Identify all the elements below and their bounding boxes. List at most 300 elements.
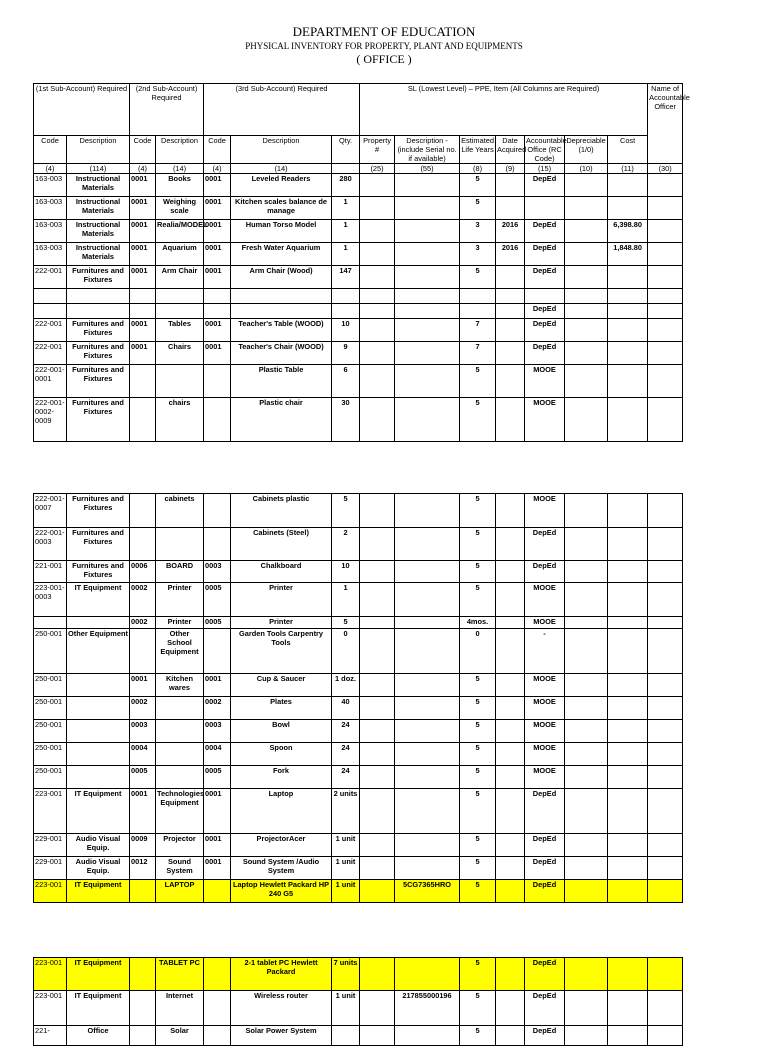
cell-description-1: Office — [67, 1026, 130, 1046]
cell-serial-description — [395, 319, 460, 342]
cell-description-3: Solar Power System — [231, 1026, 332, 1046]
cell-description-2: LAPTOP — [156, 880, 204, 903]
cell-accountable-office: DepEd — [525, 857, 565, 880]
cell-qty — [332, 304, 360, 319]
cell-code-3 — [204, 528, 231, 561]
cell-date-acquired — [496, 857, 525, 880]
cell-qty: 280 — [332, 174, 360, 197]
cell-accountable-office: DepEd — [525, 561, 565, 583]
inventory-table-1 — [33, 83, 690, 442]
cell-depreciable — [565, 304, 608, 319]
col-number-life-years: (8) — [460, 164, 496, 174]
cell-officer — [648, 617, 683, 629]
cell-code-2: 0001 — [130, 174, 156, 197]
cell-cost — [608, 617, 648, 629]
cell-property-no — [360, 789, 395, 834]
cell-life-years: 5 — [460, 174, 496, 197]
cell-property-no — [360, 880, 395, 903]
cell-depreciable — [565, 880, 608, 903]
cell-code-3: 0001 — [204, 319, 231, 342]
cell-date-acquired — [496, 789, 525, 834]
cell-code-2 — [130, 365, 156, 398]
cell-cost: 6,398.80 — [608, 220, 648, 243]
cell-code-2 — [130, 1026, 156, 1046]
col-header-accountable-office: Accountable Office (RC Code) — [526, 136, 567, 164]
cell-qty: 24 — [332, 720, 360, 743]
cell-description-2 — [156, 697, 204, 720]
cell-description-2 — [156, 289, 204, 304]
cell-code-3: 0001 — [204, 243, 231, 266]
cell-depreciable — [565, 991, 608, 1026]
cell-qty — [332, 289, 360, 304]
cell-code-1: 222-001 — [34, 266, 67, 289]
col-number-cost: (11) — [608, 164, 648, 174]
cell-officer — [648, 365, 683, 398]
col-number-officer: (30) — [648, 164, 683, 174]
cell-code-1: 250-001 — [34, 697, 67, 720]
table-row — [34, 561, 683, 583]
cell-life-years: 5 — [460, 266, 496, 289]
cell-description-1: Audio Visual Equip. — [67, 834, 130, 857]
cell-life-years: 5 — [460, 789, 496, 834]
cell-description-3: Garden Tools Carpentry Tools — [231, 629, 332, 674]
cell-cost — [608, 880, 648, 903]
cell-description-2 — [156, 743, 204, 766]
cell-accountable-office: MOOE — [525, 617, 565, 629]
cell-depreciable — [565, 494, 608, 528]
cell-description-1 — [67, 304, 130, 319]
cell-life-years: 5 — [460, 743, 496, 766]
cell-property-no — [360, 991, 395, 1026]
cell-description-1: Other Equipment — [67, 629, 130, 674]
table-row — [34, 304, 683, 319]
cell-code-2 — [130, 398, 156, 442]
cell-date-acquired — [496, 365, 525, 398]
cell-code-1: 163-003 — [34, 197, 67, 220]
cell-accountable-office: DepEd — [525, 528, 565, 561]
cell-description-2 — [156, 365, 204, 398]
cell-code-2: 0009 — [130, 834, 156, 857]
table-row — [34, 220, 683, 243]
cell-qty: 2 units — [332, 789, 360, 834]
cell-description-2: Realia/MODEL — [156, 220, 204, 243]
cell-code-3: 0001 — [204, 857, 231, 880]
inventory-subtitle: PHYSICAL INVENTORY FOR PROPERTY, PLANT AND EQUIPMENTS — [245, 41, 523, 51]
cell-description-3: Laptop Hewlett Packard HP 240 G5 — [231, 880, 332, 903]
cell-property-no — [360, 1026, 395, 1046]
cell-code-3: 0005 — [204, 617, 231, 629]
cell-serial-description — [395, 720, 460, 743]
cell-description-1 — [67, 743, 130, 766]
cell-serial-description — [395, 958, 460, 991]
cell-serial-description — [395, 220, 460, 243]
cell-accountable-office: DepEd — [525, 243, 565, 266]
cell-serial-description — [395, 743, 460, 766]
cell-officer — [648, 583, 683, 617]
cell-depreciable — [565, 561, 608, 583]
cell-code-3: 0001 — [204, 674, 231, 697]
cell-code-3: 0001 — [204, 174, 231, 197]
cell-code-1: 250-001 — [34, 629, 67, 674]
cell-accountable-office: DepEd — [525, 991, 565, 1026]
column-number-row — [34, 164, 683, 174]
cell-description-2: Internet — [156, 991, 204, 1026]
cell-serial-description — [395, 629, 460, 674]
cell-code-2 — [130, 958, 156, 991]
cell-date-acquired — [496, 289, 525, 304]
cell-code-3: 0005 — [204, 766, 231, 789]
cell-description-3: Leveled Readers — [231, 174, 332, 197]
table-row — [34, 789, 683, 834]
cell-officer — [648, 834, 683, 857]
cell-accountable-office: DepEd — [525, 834, 565, 857]
cell-depreciable — [565, 766, 608, 789]
cell-code-1: 221-001 — [34, 561, 67, 583]
cell-cost — [608, 674, 648, 697]
cell-depreciable — [565, 342, 608, 365]
cell-property-no — [360, 494, 395, 528]
cell-description-3: Plastic chair — [231, 398, 332, 442]
cell-officer — [648, 266, 683, 289]
cell-life-years: 7 — [460, 319, 496, 342]
cell-code-2: 0001 — [130, 319, 156, 342]
table-row — [34, 528, 683, 561]
cell-life-years: 5 — [460, 991, 496, 1026]
cell-officer — [648, 319, 683, 342]
sub-account-3-header: (3rd Sub-Account) Required — [204, 84, 360, 136]
cell-description-3: Teacher's Chair (WOOD) — [231, 342, 332, 365]
cell-description-2: cabinets — [156, 494, 204, 528]
cell-depreciable — [565, 266, 608, 289]
cell-serial-description — [395, 174, 460, 197]
cell-property-no — [360, 289, 395, 304]
cell-depreciable — [565, 674, 608, 697]
cell-code-2 — [130, 880, 156, 903]
cell-date-acquired — [496, 561, 525, 583]
cell-description-2: Tables — [156, 319, 204, 342]
cell-description-1: IT Equipment — [67, 789, 130, 834]
cell-officer — [648, 958, 683, 991]
cell-officer — [648, 991, 683, 1026]
cell-serial-description — [395, 617, 460, 629]
cell-life-years: 5 — [460, 857, 496, 880]
cell-officer — [648, 697, 683, 720]
cell-code-1: 229-001 — [34, 834, 67, 857]
cell-life-years: 3 — [460, 243, 496, 266]
cell-description-2 — [156, 528, 204, 561]
cell-serial-description — [395, 857, 460, 880]
cell-property-no — [360, 857, 395, 880]
cell-description-1: IT Equipment — [67, 958, 130, 991]
cell-property-no — [360, 766, 395, 789]
cell-serial-description — [395, 583, 460, 617]
cell-officer — [648, 857, 683, 880]
cell-description-1: Furnitures and Fixtures — [67, 342, 130, 365]
cell-code-2: 0012 — [130, 857, 156, 880]
cell-description-1 — [67, 766, 130, 789]
cell-officer — [648, 1026, 683, 1046]
cell-description-1 — [67, 697, 130, 720]
cell-code-3 — [204, 1026, 231, 1046]
cell-cost — [608, 583, 648, 617]
cell-code-3 — [204, 365, 231, 398]
cell-date-acquired — [496, 617, 525, 629]
cell-serial-description — [395, 697, 460, 720]
table-row — [34, 583, 683, 617]
cell-description-2: chairs — [156, 398, 204, 442]
cell-qty: 1 unit — [332, 880, 360, 903]
col-header-code-1: Code — [34, 136, 67, 164]
cell-depreciable — [565, 834, 608, 857]
cell-description-2: Chairs — [156, 342, 204, 365]
col-number-accountable-office: (15) — [525, 164, 565, 174]
cell-cost — [608, 629, 648, 674]
cell-accountable-office: MOOE — [525, 398, 565, 442]
table-row — [34, 857, 683, 880]
cell-qty: 147 — [332, 266, 360, 289]
cell-cost — [608, 720, 648, 743]
cell-description-2: Sound System — [156, 857, 204, 880]
cell-property-no — [360, 174, 395, 197]
cell-accountable-office: MOOE — [525, 494, 565, 528]
cell-date-acquired — [496, 398, 525, 442]
cell-date-acquired — [496, 697, 525, 720]
col-header-serial-description: Description -(include Serial no. if available) — [395, 136, 460, 164]
cell-code-1 — [34, 289, 67, 304]
accountable-officer-header: Name of Accountable Officer — [648, 84, 683, 164]
cell-accountable-office: MOOE — [525, 365, 565, 398]
cell-life-years: 5 — [460, 958, 496, 991]
cell-property-no — [360, 629, 395, 674]
cell-date-acquired — [496, 1026, 525, 1046]
cell-depreciable — [565, 174, 608, 197]
inventory-table-2 — [33, 493, 683, 903]
cell-qty — [332, 1026, 360, 1046]
cell-code-3 — [204, 494, 231, 528]
cell-officer — [648, 304, 683, 319]
cell-qty: 1 — [332, 197, 360, 220]
cell-description-3: Teacher's Table (WOOD) — [231, 319, 332, 342]
cell-code-3: 0005 — [204, 583, 231, 617]
table-row — [34, 880, 683, 903]
cell-serial-description: 5CG7365HRO — [395, 880, 460, 903]
cell-date-acquired — [496, 174, 525, 197]
cell-code-2: 0001 — [130, 197, 156, 220]
cell-qty: 24 — [332, 743, 360, 766]
cell-officer — [648, 766, 683, 789]
cell-description-1: Instructional Materials — [67, 197, 130, 220]
cell-description-2: Weighing scale — [156, 197, 204, 220]
cell-serial-description — [395, 789, 460, 834]
cell-date-acquired — [496, 342, 525, 365]
cell-code-3 — [204, 958, 231, 991]
cell-code-1: 222-001 — [34, 342, 67, 365]
cell-cost — [608, 743, 648, 766]
cell-life-years: 5 — [460, 880, 496, 903]
cell-code-1: 163-003 — [34, 174, 67, 197]
cell-date-acquired — [496, 991, 525, 1026]
cell-property-no — [360, 958, 395, 991]
cell-qty: 1 — [332, 583, 360, 617]
cell-description-2: Technologies Equipment — [156, 789, 204, 834]
table-row — [34, 743, 683, 766]
cell-officer — [648, 561, 683, 583]
cell-date-acquired — [496, 629, 525, 674]
office-label: ( OFFICE ) — [356, 52, 412, 66]
cell-description-1: Audio Visual Equip. — [67, 857, 130, 880]
cell-description-3: Printer — [231, 583, 332, 617]
cell-officer — [648, 720, 683, 743]
cell-officer — [648, 880, 683, 903]
cell-date-acquired — [496, 834, 525, 857]
cell-description-1: IT Equipment — [67, 880, 130, 903]
cell-qty: 0 — [332, 629, 360, 674]
cell-code-2: 0002 — [130, 583, 156, 617]
cell-code-3 — [204, 398, 231, 442]
cell-property-no — [360, 743, 395, 766]
cell-code-1: 223-001 — [34, 958, 67, 991]
table-row — [34, 629, 683, 674]
cell-code-3: 0003 — [204, 561, 231, 583]
col-header-life-years: Estimated Life Years — [460, 136, 496, 164]
table-row — [34, 342, 683, 365]
cell-cost — [608, 174, 648, 197]
cell-accountable-office: DepEd — [525, 1026, 565, 1046]
cell-code-1: 222-001-0003 — [34, 528, 67, 561]
cell-qty: 10 — [332, 561, 360, 583]
cell-description-3: Arm Chair (Wood) — [231, 266, 332, 289]
cell-accountable-office: DepEd — [525, 880, 565, 903]
cell-accountable-office: MOOE — [525, 583, 565, 617]
cell-code-1: 222-001-0002-0009 — [34, 398, 67, 442]
cell-description-3: Printer — [231, 617, 332, 629]
cell-officer — [648, 342, 683, 365]
cell-depreciable — [565, 958, 608, 991]
cell-code-3 — [204, 629, 231, 674]
cell-code-3: 0001 — [204, 220, 231, 243]
cell-cost — [608, 398, 648, 442]
cell-serial-description — [395, 1026, 460, 1046]
table-row — [34, 319, 683, 342]
cell-depreciable — [565, 617, 608, 629]
cell-cost — [608, 958, 648, 991]
cell-description-1: IT Equipment — [67, 991, 130, 1026]
cell-cost — [608, 857, 648, 880]
table-row — [34, 398, 683, 442]
cell-life-years: 5 — [460, 720, 496, 743]
cell-depreciable — [565, 197, 608, 220]
cell-qty: 30 — [332, 398, 360, 442]
cell-property-no — [360, 697, 395, 720]
cell-description-1: Furnitures and Fixtures — [67, 398, 130, 442]
cell-description-2 — [156, 766, 204, 789]
cell-code-2 — [130, 494, 156, 528]
cell-date-acquired — [496, 958, 525, 991]
table-row — [34, 958, 683, 991]
cell-serial-description — [395, 342, 460, 365]
cell-life-years: 7 — [460, 342, 496, 365]
cell-life-years: 5 — [460, 583, 496, 617]
cell-description-2: Books — [156, 174, 204, 197]
col-number-property-no: (25) — [360, 164, 395, 174]
cell-cost — [608, 289, 648, 304]
cell-life-years: 5 — [460, 766, 496, 789]
cell-description-3: ProjectorAcer — [231, 834, 332, 857]
cell-cost — [608, 697, 648, 720]
sub-account-1-header: (1st Sub-Account) Required — [34, 84, 130, 136]
cell-life-years: 3 — [460, 220, 496, 243]
col-header-description-3: Description — [231, 136, 332, 164]
cell-code-1: 229-001 — [34, 857, 67, 880]
cell-date-acquired — [496, 197, 525, 220]
cell-code-1: 163-003 — [34, 243, 67, 266]
cell-property-no — [360, 674, 395, 697]
cell-depreciable — [565, 1026, 608, 1046]
cell-description-2: Other School Equipment — [156, 629, 204, 674]
cell-description-1: Instructional Materials — [67, 174, 130, 197]
cell-accountable-office: MOOE — [525, 766, 565, 789]
col-header-description-2: Description — [156, 136, 204, 164]
col-number-code-3: (4) — [204, 164, 231, 174]
col-number-code-1: (4) — [34, 164, 67, 174]
col-number-depreciable: (10) — [565, 164, 608, 174]
cell-cost — [608, 528, 648, 561]
cell-life-years: 5 — [460, 365, 496, 398]
cell-cost — [608, 561, 648, 583]
cell-description-3: Cabinets plastic — [231, 494, 332, 528]
cell-date-acquired — [496, 880, 525, 903]
cell-qty: 24 — [332, 766, 360, 789]
cell-date-acquired — [496, 720, 525, 743]
cell-description-3: Wireless router — [231, 991, 332, 1026]
cell-accountable-office: MOOE — [525, 697, 565, 720]
cell-description-1: Furnitures and Fixtures — [67, 365, 130, 398]
cell-cost — [608, 834, 648, 857]
cell-serial-description — [395, 834, 460, 857]
cell-cost — [608, 789, 648, 834]
cell-accountable-office: MOOE — [525, 743, 565, 766]
cell-description-1: Furnitures and Fixtures — [67, 494, 130, 528]
cell-code-2: 0006 — [130, 561, 156, 583]
col-header-code-2: Code — [130, 136, 156, 164]
table-row — [34, 766, 683, 789]
cell-description-3: Sound System /Audio System — [231, 857, 332, 880]
cell-code-3: 0001 — [204, 342, 231, 365]
cell-accountable-office: DepEd — [525, 220, 565, 243]
cell-description-3: Human Torso Model — [231, 220, 332, 243]
cell-cost — [608, 1026, 648, 1046]
cell-serial-description — [395, 494, 460, 528]
cell-accountable-office: DepEd — [525, 958, 565, 991]
cell-life-years: 5 — [460, 1026, 496, 1046]
cell-depreciable — [565, 629, 608, 674]
cell-code-2: 0001 — [130, 789, 156, 834]
table-row — [34, 289, 683, 304]
cell-qty: 10 — [332, 319, 360, 342]
cell-property-no — [360, 197, 395, 220]
cell-description-1: IT Equipment — [67, 583, 130, 617]
cell-officer — [648, 289, 683, 304]
cell-code-3 — [204, 289, 231, 304]
cell-description-1: Instructional Materials — [67, 243, 130, 266]
cell-description-3: Fresh Water Aquarium — [231, 243, 332, 266]
cell-serial-description — [395, 766, 460, 789]
cell-description-2: Arm Chair — [156, 266, 204, 289]
table-row — [34, 720, 683, 743]
cell-property-no — [360, 528, 395, 561]
cell-description-1: Furnitures and Fixtures — [67, 266, 130, 289]
cell-property-no — [360, 617, 395, 629]
